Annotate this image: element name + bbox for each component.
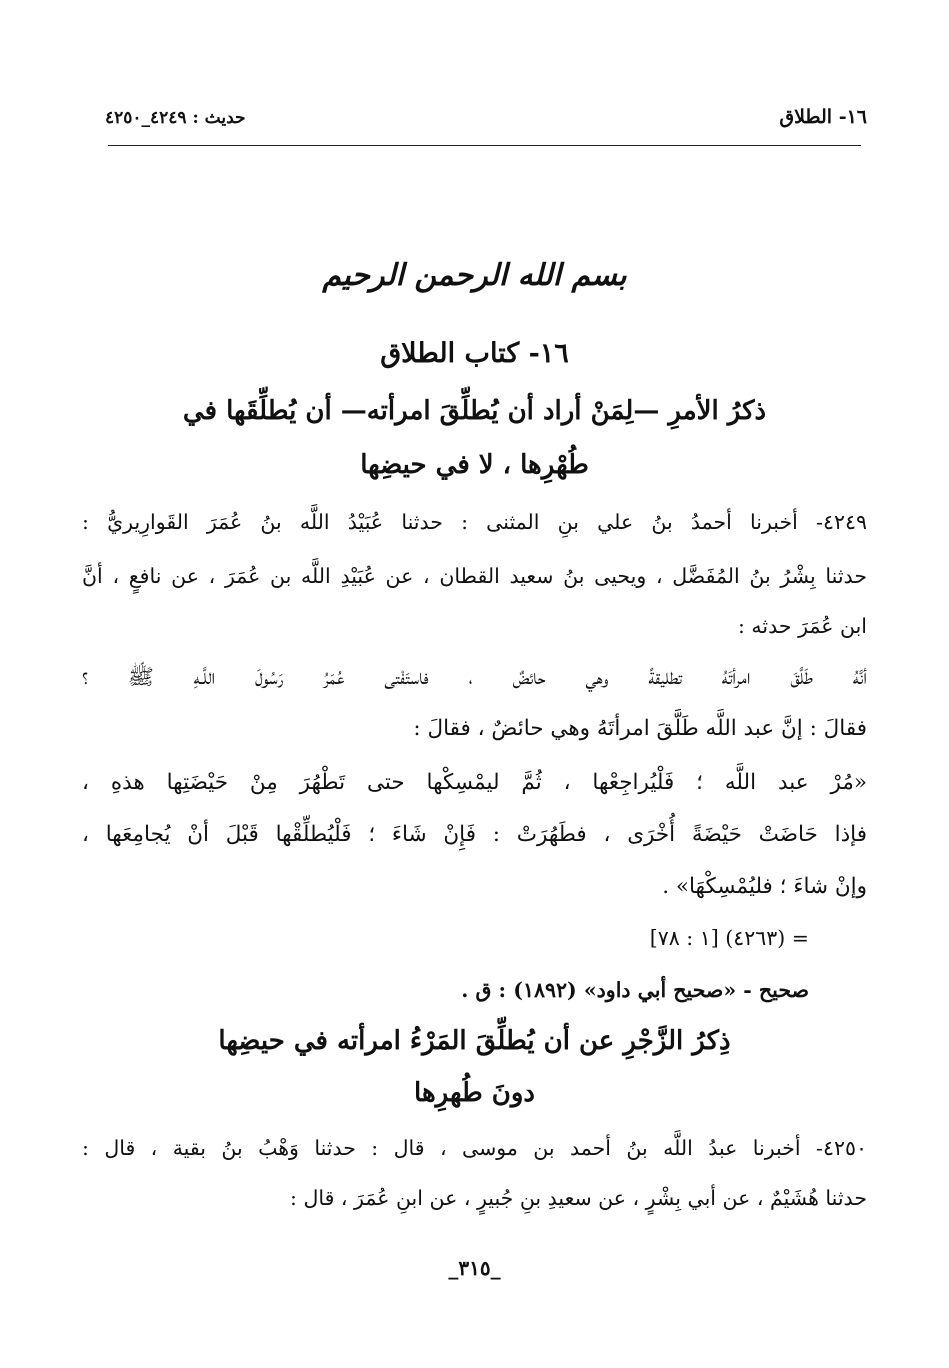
basmala-calligraphy: بسم الله الرحمن الرحيم: [322, 258, 627, 293]
isnad-line: ابن عُمَرَ حدثه :: [738, 614, 867, 638]
matn-line: فقالَ : إنَّ عبد اللَّه طَلَّقَ امرأتَهُ وهي حائضٌ ، فقالَ :: [413, 716, 867, 741]
cross-reference: = (٤٢٦٣) [١ : ٧٨]: [649, 926, 809, 950]
chapter-heading-line: ذكرُ الأمرِ —لِمَنْ أراد أن يُطلِّقَ امرأته— أن يُطلِّقَها في: [182, 396, 767, 426]
isnad-line: ٤٢٤٩- أخبرنا أحمدُ بنُ علي بنِ المثنى : حدثنا عُبَيْدُ اللَّه بنُ عُمَرَ القَوارِيريُّ :: [82, 510, 867, 534]
book-title: ١٦- كتاب الطلاق: [380, 338, 569, 369]
matn-line: أنَّهُ طَلَّقَ امرأتَهُ تطليقةً وهي حائضٌ ، فاستَفْتى عُمَرُ رَسُولَ اللَّـهِ ﷺ ؟: [82, 665, 867, 690]
page-number: _٣١٥_: [448, 1256, 501, 1280]
chapter-heading-line: دونَ طُهرِها: [414, 1078, 535, 1108]
isnad-line: ٤٢٥٠- أخبرنا عبدُ اللَّه بنُ أحمد بن موسى ، قال : حدثنا وَهْبُ بنُ بقية ، قال :: [82, 1136, 867, 1160]
header-divider: [108, 145, 861, 146]
matn-line: «مُرْ عبد اللَّه ؛ فَلْيُراجِعْها ، ثُمَّ ليمْسِكْها حتى تَطْهُرَ مِنْ حَيْضَتِها هذهِ ،: [82, 770, 867, 795]
hadith-grade: صحيح - «صحيح أبي داود» (١٨٩٢) : ق .: [461, 978, 809, 1002]
running-header-hadith-range: حديث : ٤٢٤٩_٤٢٥٠: [105, 108, 246, 128]
isnad-line: حدثنا هُشَيْمٌ ، عن أبي بِشْرٍ ، عن سعيدِ بنِ جُبيرٍ ، عن ابنِ عُمَرَ ، قال :: [290, 1186, 867, 1210]
chapter-heading-line: ذِكرُ الزَّجْرِ عن أن يُطلِّقَ المَرْءُ امرأته في حيضِها: [218, 1026, 731, 1056]
chapter-heading-line: طُهْرِها ، لا في حيضِها: [360, 450, 589, 480]
running-header-chapter: ١٦- الطلاق: [779, 106, 867, 128]
matn-line: فإذا حَاضَتْ حَيْضَةً أُخْرَى ، فطَهُرَتْ : فَإِنْ شَاءَ ؛ فَلْيُطلِّقْها قَبْلَ أنْ يُجامِعَها ،: [82, 822, 867, 847]
matn-line: وإنْ شاءَ ؛ فليُمْسِكْهَا» .: [662, 874, 867, 899]
isnad-line: حدثنا بِشْرُ بنُ المُفَضَّل ، ويحيى بنُ سعيد القطان ، عن عُبَيْدِ اللَّه بن عُمَرَ ، عن نافعٍ ، أنَّ: [82, 564, 867, 588]
